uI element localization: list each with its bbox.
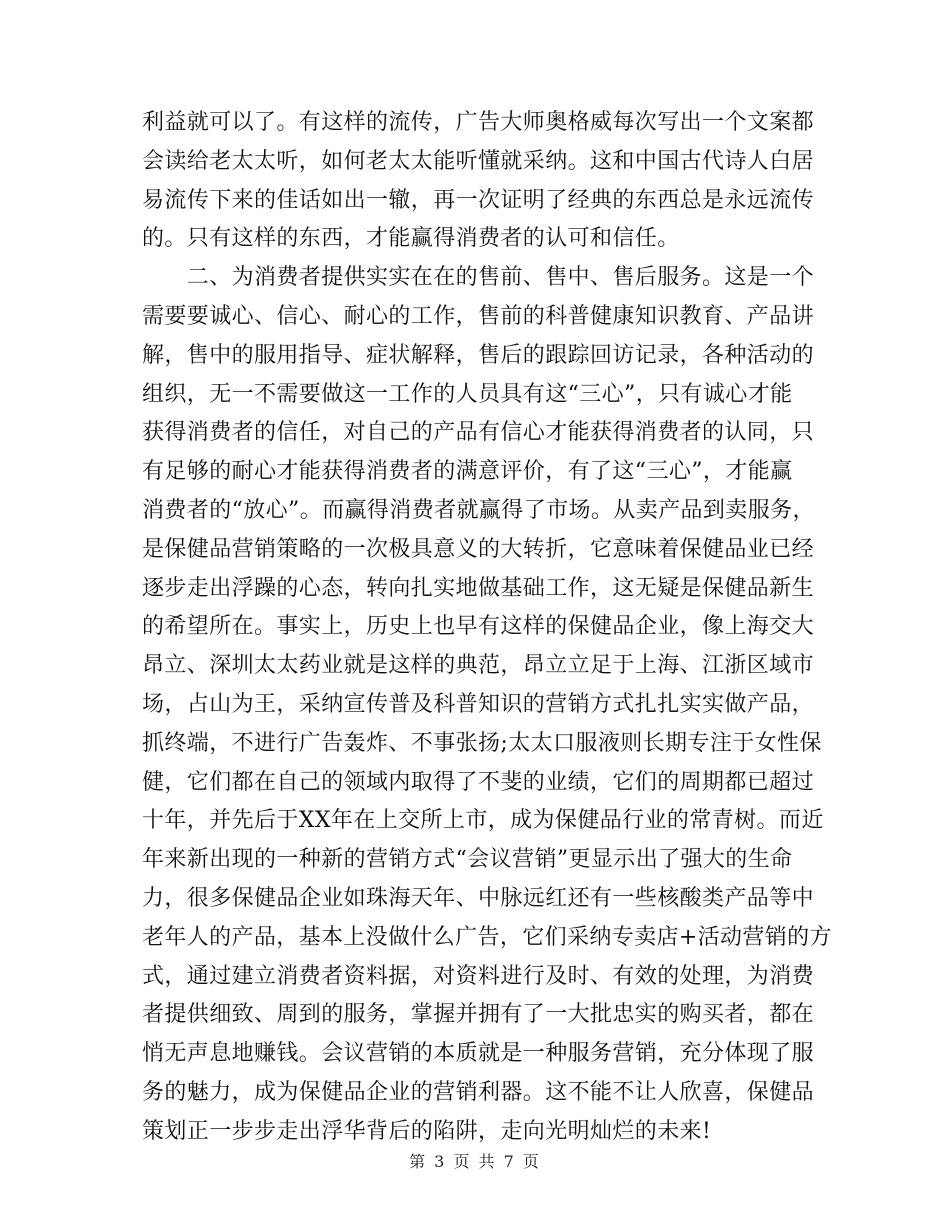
text-line: 的希望所在。事实上，历史上也早有这样的保健品企业，像上海交大: [142, 614, 815, 640]
text-line: 式，通过建立消费者资料据，对资料进行及时、有效的处理，为消费: [142, 963, 815, 989]
text-line: 十年，并先后于XX年在上交所上市，成为保健品行业的常青树。而近: [142, 808, 824, 834]
text-line: 利益就可以了。有这样的流传，广告大师奥格威每次写出一个文案都: [142, 110, 815, 135]
text-line: 年来新出现的一种新的营销方式“会议营销”更显示出了强大的生命: [142, 847, 793, 873]
text-line: 解，售中的服用指导、症状解释，售后的跟踪回访记录，各种活动的: [142, 342, 815, 368]
page-number-footer: 第 3 页 共 7 页: [409, 1152, 541, 1171]
text-line: 者提供细致、周到的服务，掌握并拥有了一大批忠实的购买者，都在: [142, 1002, 815, 1028]
text-line: 有足够的耐心才能获得消费者的满意评价，有了这“三心”，才能赢: [142, 459, 793, 485]
text-line: 昂立、深圳太太药业就是这样的典范，昂立立足于上海、江浙区域市: [142, 653, 815, 679]
text-line: 力，很多保健品企业如珠海天年、中脉远红还有一些核酸类产品等中: [142, 885, 815, 911]
text-line: 悄无声息地赚钱。会议营销的本质就是一种服务营销，充分体现了服: [142, 1041, 815, 1067]
text-line: 消费者的“放心”。而赢得消费者就赢得了市场。从卖产品到卖服务，: [142, 497, 815, 523]
text-line: 务的魅力，成为保健品企业的营销利器。这不能不让人欣喜，保健品: [142, 1079, 815, 1105]
text-line: 老年人的产品，基本上没做什么广告，它们采纳专卖店+活动营销的方: [142, 924, 832, 950]
text-line: 健，它们都在自己的领域内取得了不斐的业绩，它们的周期都已超过: [142, 769, 815, 795]
text-line: 的。只有这样的东西，才能赢得消费者的认可和信任。: [142, 226, 680, 252]
text-line: 组织，无一不需要做这一工作的人员具有这“三心”，只有诚心才能: [142, 381, 793, 407]
text-line: 会读给老太太听，如何老太太能听懂就采纳。这和中国古代诗人白居: [142, 148, 815, 174]
text-line: 策划正一步步走出浮华背后的陷阱，走向光明灿烂的未来!: [142, 1118, 712, 1144]
text-line: 获得消费者的信任，对自己的产品有信心才能获得消费者的认同，只: [142, 420, 815, 446]
text-line: 需要要诚心、信心、耐心的工作，售前的科普健康知识教育、产品讲: [142, 303, 815, 329]
body-text: [142, 104, 832, 1152]
text-line: 场，占山为王，采纳宣传普及科普知识的营销方式扎扎实实做产品，: [142, 691, 815, 717]
text-line: 逐步走出浮躁的心态，转向扎实地做基础工作，这无疑是保健品新生: [142, 575, 815, 601]
text-line: 抓终端，不进行广告轰炸、不事张扬;太太口服液则长期专注于女性保: [142, 730, 822, 756]
text-line: 易流传下来的佳话如出一辙，再一次证明了经典的东西总是永远流传: [142, 187, 815, 213]
text-line: 二、为消费者提供实实在在的售前、售中、售后服务。这是一个: [142, 265, 815, 291]
text-line: 是保健品营销策略的一次极具意义的大转折，它意味着保健品业已经: [142, 536, 815, 562]
